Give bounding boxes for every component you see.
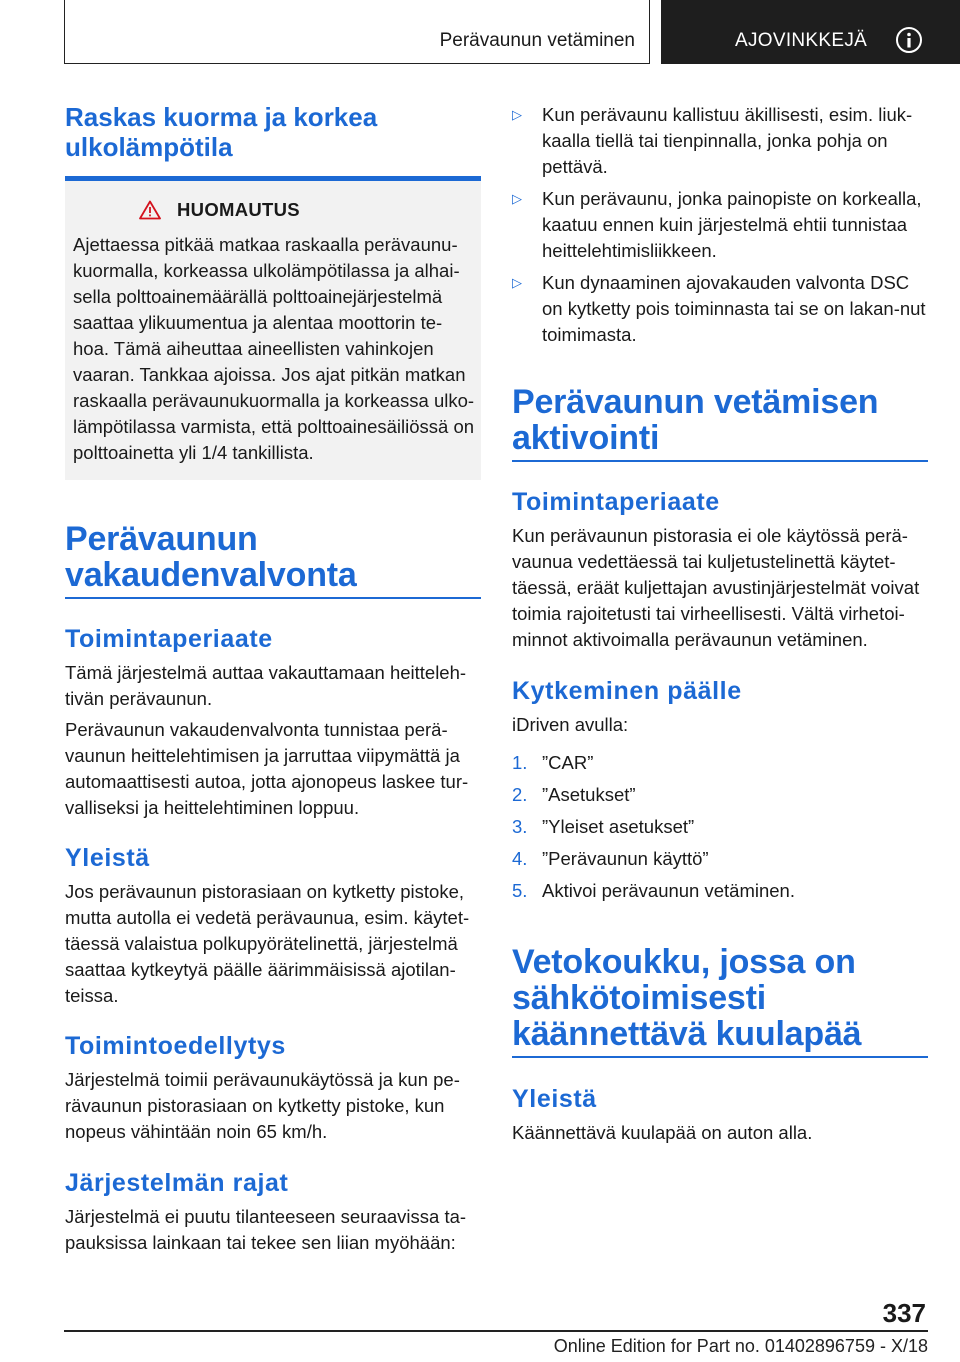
right-general-heading: Yleistä [512, 1085, 597, 1113]
requirement-p: Järjestelmä toimii perävaunukäytössä ja kun pe-rävaunun pistorasiaan on kytketty pistoke, kun nopeus vähintään noin 65 km/h. [65, 1069, 460, 1142]
list-item: Aktivoi perävaunun vetäminen. [542, 880, 795, 901]
notice-title: HUOMAUTUS [177, 199, 300, 220]
step-number: 5. [512, 880, 528, 901]
right-principle-heading: Toimintaperiaate [512, 488, 720, 516]
list-item: ”Perävaunun käyttö” [542, 848, 709, 869]
left-principle-heading: Toimintaperiaate [65, 625, 273, 653]
list-item: ”CAR” [542, 752, 594, 773]
header-section-title: Perävaunun vetäminen [439, 30, 635, 51]
switch-on-heading: Kytkeminen päälle [512, 677, 742, 705]
list-item: Kun dynaaminen ajovakauden valvonta DSC on kytketty pois toiminnasta tai se on lakan-nut toimimasta. [542, 272, 926, 345]
left-general-heading: Yleistä [65, 844, 150, 872]
page-number: 337 [882, 1298, 926, 1328]
towbar-heading-rule [512, 1056, 928, 1058]
bullet-marker: ▷ [512, 191, 522, 206]
footer-edition: Online Edition for Part no. 01402896759 - X/18 [553, 1336, 928, 1356]
towbar-heading: Vetokoukku, jossa on sähkötoimisesti käännettävä kuulapää [512, 943, 862, 1053]
heavy-load-heading: Raskas kuorma ja korkea ulkolämpötila [65, 102, 378, 162]
notice-top-bar [65, 176, 481, 181]
bullet-marker: ▷ [512, 107, 522, 122]
left-principle-p1: Tämä järjestelmä auttaa vakauttamaan heitteleh-tivän perävaunun. [65, 662, 467, 709]
list-item: Kun perävaunu kallistuu äkillisesti, esim. liuk-kaalla tiellä tai tienpinnalla, jonka pohja on pettävä. [542, 104, 913, 177]
bullet-marker: ▷ [512, 275, 522, 290]
header-chapter-box [661, 0, 960, 64]
switch-on-intro: iDriven avulla: [512, 714, 629, 735]
notice-text: Ajettaessa pitkää matkaa raskaalla perävaunu-kuormalla, korkeassa ulkolämpötilassa ja alhai-sella polttoainemäärällä polttoainejärjestelmä saattaa ylikuumentua ja alentaa moottorin te-hoa. Tämä aiheuttaa aineellisten vahinkojen vaaran. Tankkaa ajoissa. Jos ajat pitkän matkan raskaalla perävaunukuormalla ja korkeassa ulko-lämpötilassa varmista, että polttoainesäiliössä on polttoainetta yli 1/4 tankillista. [73, 234, 475, 463]
header-chapter-title: AJOVINKKEJÄ [735, 30, 868, 51]
activation-heading: Perävaunun vetämisen aktivointi [512, 383, 879, 457]
list-item: Kun perävaunu, jonka painopiste on korkealla, kaatuu ennen kuin järjestelmä ehtii tunnistaa heittelehtimisliikkeen. [542, 188, 922, 261]
step-number: 3. [512, 816, 528, 837]
stability-heading-rule [65, 597, 481, 599]
list-item: ”Yleiset asetukset” [542, 816, 695, 837]
right-general-p: Käännettävä kuulapää on auton alla. [512, 1122, 813, 1143]
step-number: 4. [512, 848, 528, 869]
limits-p: Järjestelmä ei puutu tilanteeseen seuraavissa ta-pauksissa lainkaan tai tekee sen liian myöhään: [65, 1206, 467, 1253]
warning-triangle-icon [139, 200, 161, 220]
step-number: 1. [512, 752, 528, 773]
right-principle-p: Kun perävaunun pistorasia ei ole käytössä perä-vaunua vedettäessä tai kuljetustelinettä käytet-täessä, eräät kuljettajan avustinjärjestelmät voivat toimia rajoitetusti tai virheellisesti. Vältä virhetoi-minnot aktivoimalla perävaunun vetäminen. [512, 525, 920, 650]
left-principle-p2: Perävaunun vakaudenvalvonta tunnistaa perä-vaunun heittelehtimisen ja jarruttaa viipymättä ja automaattisesti autoa, jotta ajonopeus laskee tur-valliseksi ja heittelehtiminen loppuu. [65, 719, 469, 818]
header-section-box [64, 0, 650, 64]
limits-heading: Järjestelmän rajat [65, 1169, 289, 1197]
left-general-p: Jos perävaunun pistorasiaan on kytketty pistoke, mutta autolla ei vedetä perävaunua, esim. käytet-täessä valaistua polkupyörätelinettä, järjestelmä saattaa kytkeytyä päälle äärimmäisissä ajotilan-teissa. [65, 881, 470, 1006]
activation-heading-rule [512, 460, 928, 462]
stability-heading: Perävaunun vakaudenvalvonta [65, 520, 357, 594]
info-icon [895, 26, 923, 54]
notice-box [65, 176, 481, 480]
list-item: ”Asetukset” [542, 784, 636, 805]
requirement-heading: Toimintoedellytys [65, 1032, 286, 1060]
step-number: 2. [512, 784, 528, 805]
footer-rule [64, 1330, 928, 1332]
